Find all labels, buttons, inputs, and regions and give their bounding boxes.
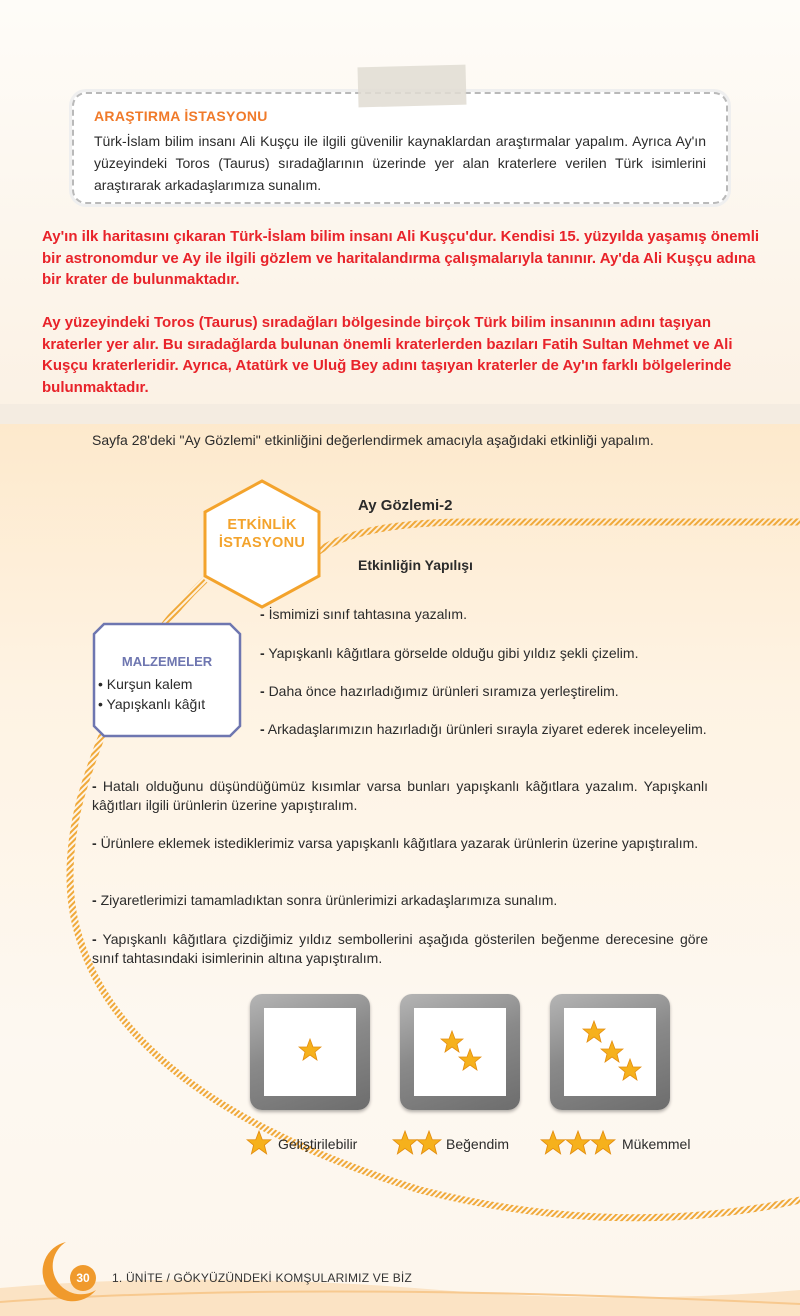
step-text: Daha önce hazırladığımız ürünleri sıramıza yerleştirelim. bbox=[268, 683, 619, 699]
star-icon bbox=[590, 1130, 616, 1156]
step-bullet: - bbox=[260, 683, 265, 699]
star-icon bbox=[298, 1038, 322, 1062]
star-icon bbox=[540, 1130, 566, 1156]
step-bullet: - bbox=[92, 931, 97, 947]
badge-line-2: İSTASYONU bbox=[218, 535, 306, 551]
step-text: Arkadaşlarımızın hazırladığı ürünleri sırayla ziyaret ederek inceleyelim. bbox=[267, 721, 707, 737]
rating-card-two-stars bbox=[400, 994, 520, 1110]
step-item bbox=[260, 720, 710, 739]
step-item bbox=[92, 834, 708, 853]
step-text: Yapışkanlı kâğıtlara görselde olduğu gibi yıldız şekli çizelim. bbox=[268, 645, 639, 661]
activity-subtitle: Etkinliğin Yapılışı bbox=[358, 557, 473, 573]
step-bullet: - bbox=[260, 721, 265, 737]
step-item bbox=[92, 891, 708, 910]
materials-item: • Yapışkanlı kâğıt bbox=[98, 694, 205, 714]
star-icon bbox=[458, 1048, 482, 1072]
star-icon bbox=[246, 1130, 272, 1156]
activity-intro: Sayfa 28'deki "Ay Gözlemi" etkinliğini değerlendirmek amacıyla aşağıdaki etkinliği yapalım. bbox=[92, 432, 654, 448]
step-bullet: - bbox=[92, 835, 97, 851]
activity-station-badge bbox=[200, 516, 324, 552]
step-item bbox=[92, 777, 708, 815]
rating-card-three-stars bbox=[550, 994, 670, 1110]
step-text: Ziyaretlerimizi tamamladıktan sonra ürünlerimizi arkadaşlarımıza sunalım. bbox=[100, 892, 558, 908]
step-bullet: - bbox=[260, 606, 265, 622]
step-text: Ürünlere eklemek istediklerimiz varsa yapışkanlı kâğıtlara yazarak ürünlerin üzerine yapıştıralım. bbox=[100, 835, 699, 851]
research-station-title: ARAŞTIRMA İSTASYONU bbox=[94, 108, 268, 124]
tape-decoration bbox=[357, 65, 466, 108]
step-bullet: - bbox=[92, 778, 97, 794]
step-text: Hatalı olduğunu düşündüğümüz kısımlar varsa bunları yapışkanlı kâğıtlara yazalım. Yapışkanlı kâğıtları ilgili ürünlerin üzerine yapıştıralım. bbox=[92, 778, 709, 813]
step-item bbox=[260, 605, 710, 624]
step-bullet: - bbox=[260, 645, 265, 661]
star-icon bbox=[416, 1130, 442, 1156]
star-icon bbox=[618, 1058, 642, 1082]
step-text: Yapışkanlı kâğıtlara çizdiğimiz yıldız sembollerini aşağıda gösterilen beğenme derecesine göre sınıf tahtasındaki isimlerinin altına yapıştıralım. bbox=[92, 931, 709, 966]
rating-card-one-star bbox=[250, 994, 370, 1110]
badge-line-1: ETKİNLİK bbox=[227, 517, 297, 533]
step-item bbox=[260, 644, 710, 663]
step-item bbox=[92, 930, 708, 968]
step-text: İsmimizi sınıf tahtasına yazalım. bbox=[268, 606, 467, 622]
answer-paragraph-2: Ay yüzeyindeki Toros (Taurus) sıradağları bölgesinde birçok Türk bilim insanının adını taşıyan kraterler yer alır. Bu sıradağlarda bulunan önemli kraterlerden bazıları Fatih Sultan Mehmet ve Ali Kuşçu kraterleridir. Ayrıca, Atatürk ve Uluğ Bey adını taşıyan kraterler de Ay'ın farklı bölgelerinde bulunmaktadır. bbox=[42, 314, 733, 396]
star-icon bbox=[565, 1130, 591, 1156]
materials-item: • Kurşun kalem bbox=[98, 674, 205, 694]
materials-list bbox=[98, 674, 205, 714]
research-station-box bbox=[72, 92, 728, 204]
answer-paragraph-1: Ay'ın ilk haritasını çıkaran Türk-İslam bilim insanı Ali Kuşçu'dur. Kendisi 15. yüzyılda yaşamış önemli bir astronomdur ve Ay ile ilgili gözlem ve haritalandırma çalışmalarıyla tanınır. Ay'da Ali Kuşçu adına bir krater de bulunmaktadır. bbox=[42, 228, 760, 288]
rating-label-liked: Beğendim bbox=[446, 1136, 510, 1152]
rating-label-excellent: Mükemmel bbox=[622, 1136, 691, 1152]
materials-title: MALZEMELER bbox=[121, 654, 213, 669]
research-station-text: Türk-İslam bilim insanı Ali Kuşçu ile ilgili güvenilir kaynaklardan araştırmalar yapalım. Ayrıca Ay'ın yüzeyindeki Toros (Taurus) sıradağlarının üzerinde yer alan kraterlere verilen Türk isimlerini araştırarak arkadaşlarımıza sunalım. bbox=[94, 133, 706, 193]
section-divider bbox=[0, 404, 800, 424]
rating-label-improvable: Geliştirilebilir bbox=[278, 1136, 358, 1152]
activity-title: Ay Gözlemi-2 bbox=[358, 497, 453, 514]
step-item bbox=[260, 682, 710, 701]
star-icon bbox=[392, 1130, 418, 1156]
step-bullet: - bbox=[92, 892, 97, 908]
page-number: 30 bbox=[70, 1265, 96, 1291]
footer-unit-title: 1. ÜNİTE / GÖKYÜZÜNDEKİ KOMŞULARIMIZ VE BİZ bbox=[112, 1271, 412, 1285]
